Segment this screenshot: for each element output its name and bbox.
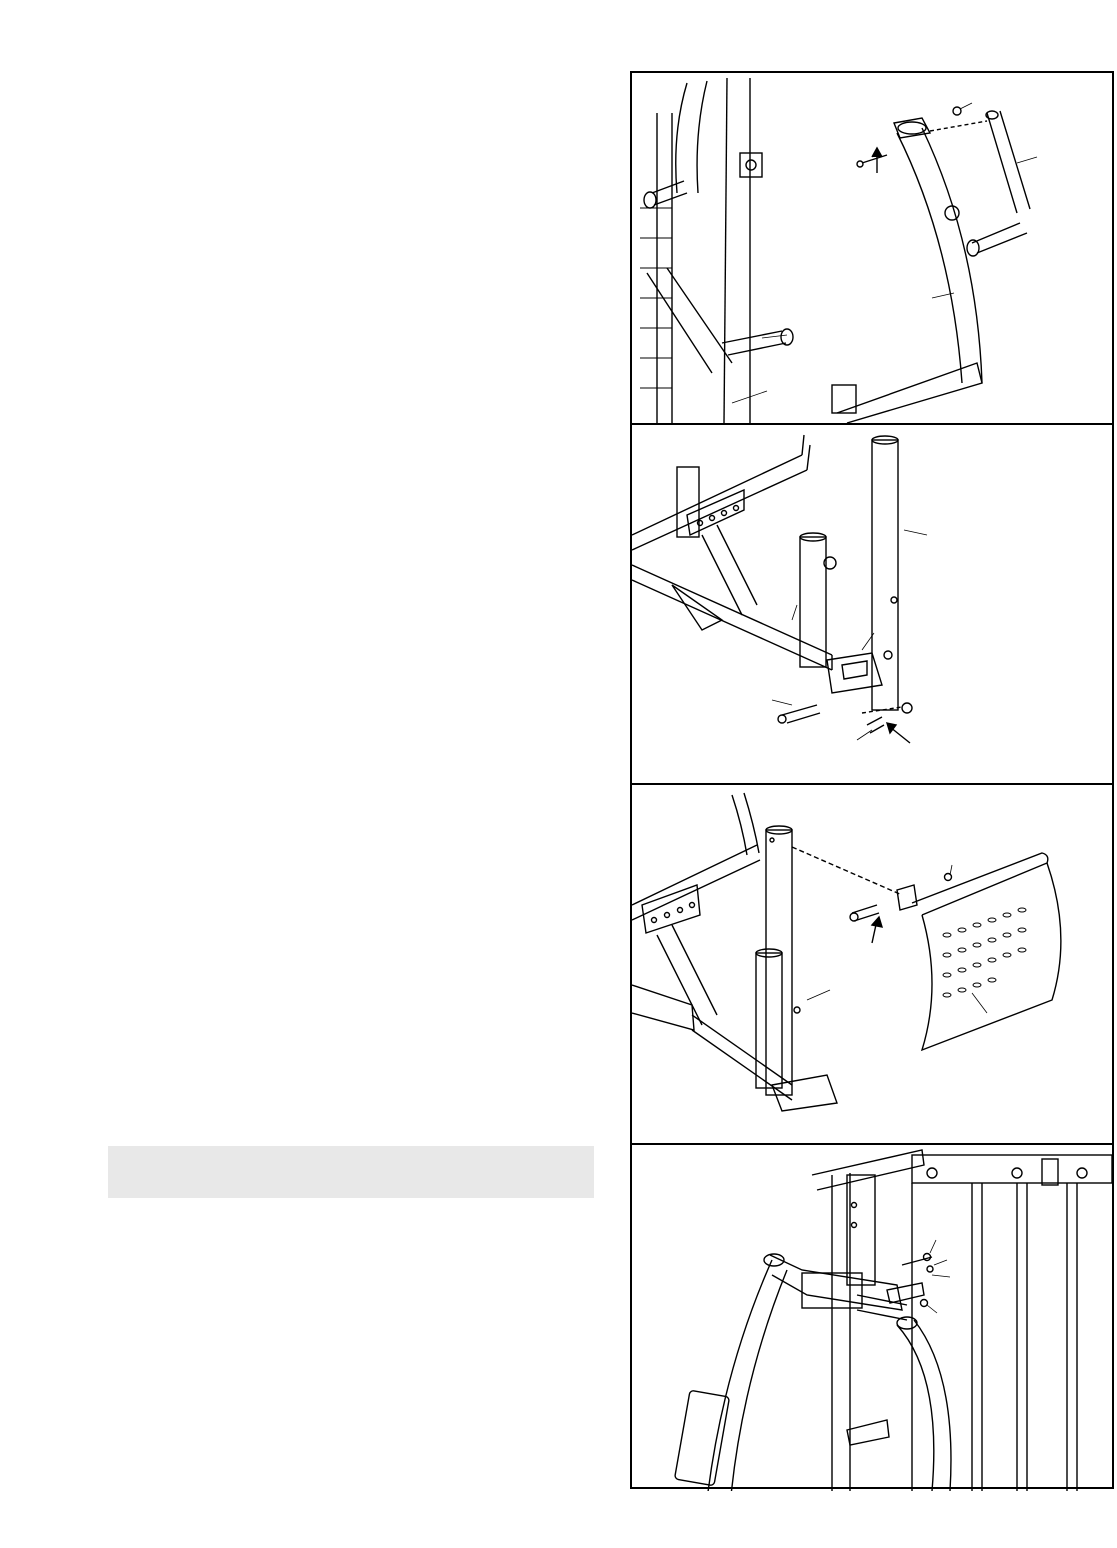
upright-base-drawing bbox=[632, 425, 1112, 785]
figure-panel-step-1 bbox=[632, 73, 1112, 423]
upper-frame-drawing bbox=[632, 73, 1112, 423]
assembly-figure bbox=[630, 71, 1114, 1489]
arm-bracket-drawing bbox=[632, 1145, 1112, 1491]
figure-panel-step-4 bbox=[632, 1143, 1112, 1491]
note-bar bbox=[108, 1146, 594, 1198]
figure-panel-step-2 bbox=[632, 423, 1112, 785]
footplate-drawing bbox=[632, 785, 1112, 1145]
figure-panel-step-3 bbox=[632, 783, 1112, 1145]
